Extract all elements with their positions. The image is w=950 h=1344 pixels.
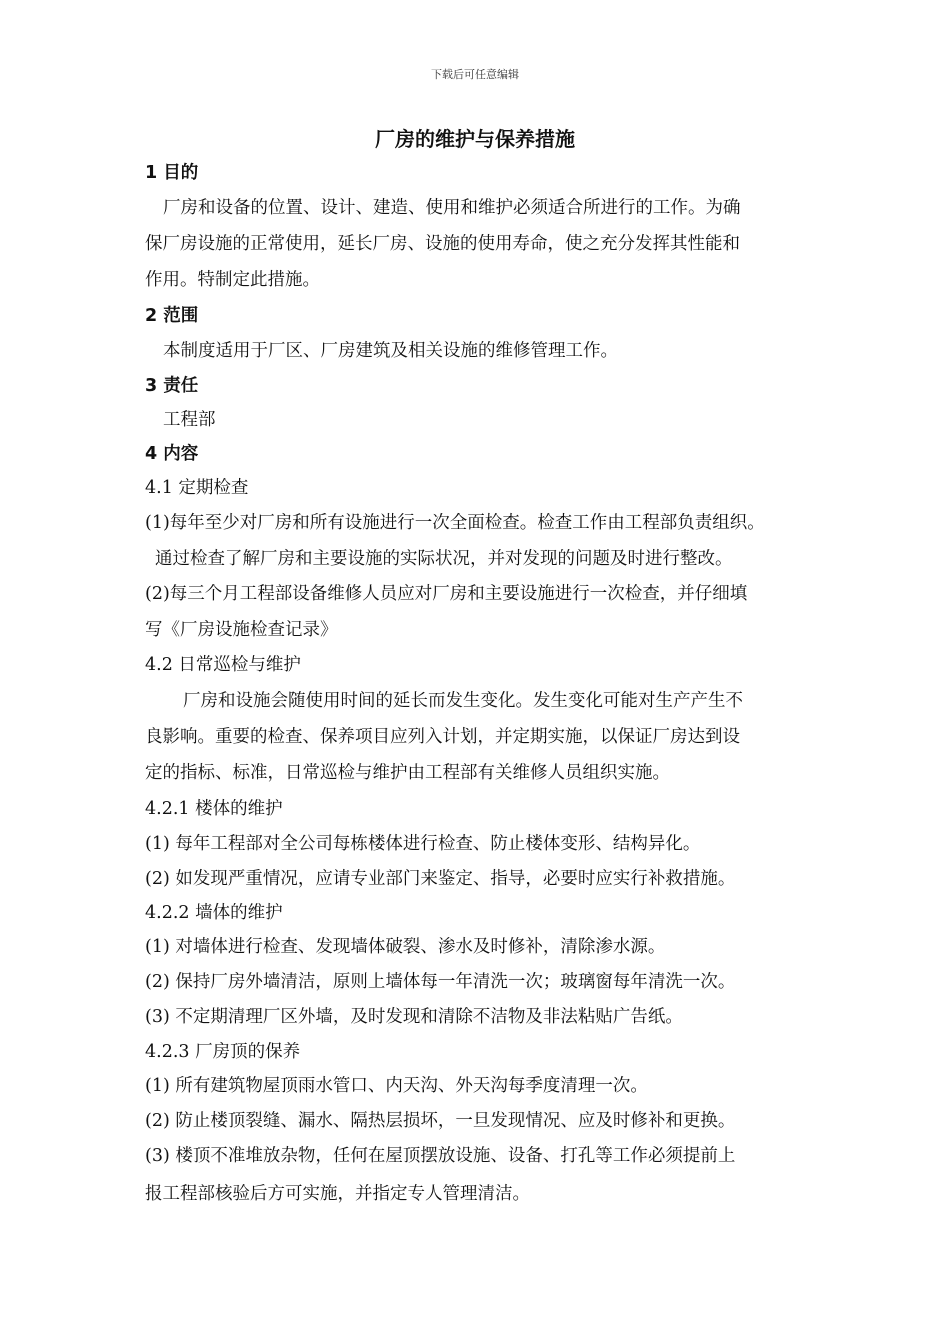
subsection-heading: 4.2.3 厂房顶的保养	[145, 1042, 301, 1062]
paragraph-line: (3) 楼顶不准堆放杂物，任何在屋顶摆放设施、设备、打孔等工作必须提前上	[145, 1146, 736, 1166]
section-heading: 2 范围	[145, 306, 199, 326]
paragraph-line: 良影响。重要的检查、保养项目应列入计划，并定期实施，以保证厂房达到设	[145, 727, 740, 747]
subsection-heading: 4.2.2 墙体的维护	[145, 903, 283, 923]
paragraph-line: (1) 所有建筑物屋顶雨水管口、内天沟、外天沟每季度清理一次。	[145, 1076, 648, 1096]
paragraph-line: 定的指标、标准，日常巡检与维护由工程部有关维修人员组织实施。	[145, 763, 670, 783]
document-title: 厂房的维护与保养措施	[375, 127, 575, 151]
paragraph-line: (1) 对墙体进行检查、发现墙体破裂、渗水及时修补，清除渗水源。	[145, 937, 666, 957]
watermark-text: 下载后可任意编辑	[431, 68, 519, 81]
subsection-heading: 4.2.1 楼体的维护	[145, 799, 283, 819]
paragraph-line: 通过检查了解厂房和主要设施的实际状况，并对发现的问题及时进行整改。	[155, 549, 733, 569]
paragraph-line: (2)每三个月工程部设备维修人员应对厂房和主要设施进行一次检查，并仔细填	[145, 584, 748, 604]
paragraph-line: (2) 防止楼顶裂缝、漏水、隔热层损坏，一旦发现情况、应及时修补和更换。	[145, 1111, 736, 1131]
paragraph-line: 写《厂房设施检查记录》	[145, 620, 338, 640]
paragraph-line: (1)每年至少对厂房和所有设施进行一次全面检查。检查工作由工程部负责组织。	[145, 513, 765, 533]
section-heading: 4 内容	[145, 444, 199, 464]
paragraph-line: 作用。特制定此措施。	[145, 270, 320, 290]
paragraph-line: (1) 每年工程部对全公司每栋楼体进行检查、防止楼体变形、结构异化。	[145, 834, 701, 854]
paragraph-line: 保厂房设施的正常使用，延长厂房、设施的使用寿命，使之充分发挥其性能和	[145, 234, 740, 254]
paragraph-line: (2) 保持厂房外墙清洁，原则上墙体每一年清洗一次；玻璃窗每年清洗一次。	[145, 972, 736, 992]
subsection-heading: 4.2 日常巡检与维护	[145, 655, 301, 675]
section-heading: 1 目的	[145, 163, 199, 183]
paragraph-line: 厂房和设施会随使用时间的延长而发生变化。发生变化可能对生产产生不	[183, 691, 743, 711]
paragraph-line: (3) 不定期清理厂区外墙，及时发现和清除不洁物及非法粘贴广告纸。	[145, 1007, 683, 1027]
subsection-heading: 4.1 定期检查	[145, 478, 249, 498]
paragraph-line: (2) 如发现严重情况，应请专业部门来鉴定、指导，必要时应实行补救措施。	[145, 869, 736, 889]
paragraph-line: 工程部	[163, 410, 216, 430]
section-heading: 3 责任	[145, 376, 199, 396]
paragraph-line: 厂房和设备的位置、设计、建造、使用和维护必须适合所进行的工作。为确	[163, 198, 741, 218]
paragraph-line: 报工程部核验后方可实施，并指定专人管理清洁。	[145, 1184, 530, 1204]
paragraph-line: 本制度适用于厂区、厂房建筑及相关设施的维修管理工作。	[163, 341, 618, 361]
